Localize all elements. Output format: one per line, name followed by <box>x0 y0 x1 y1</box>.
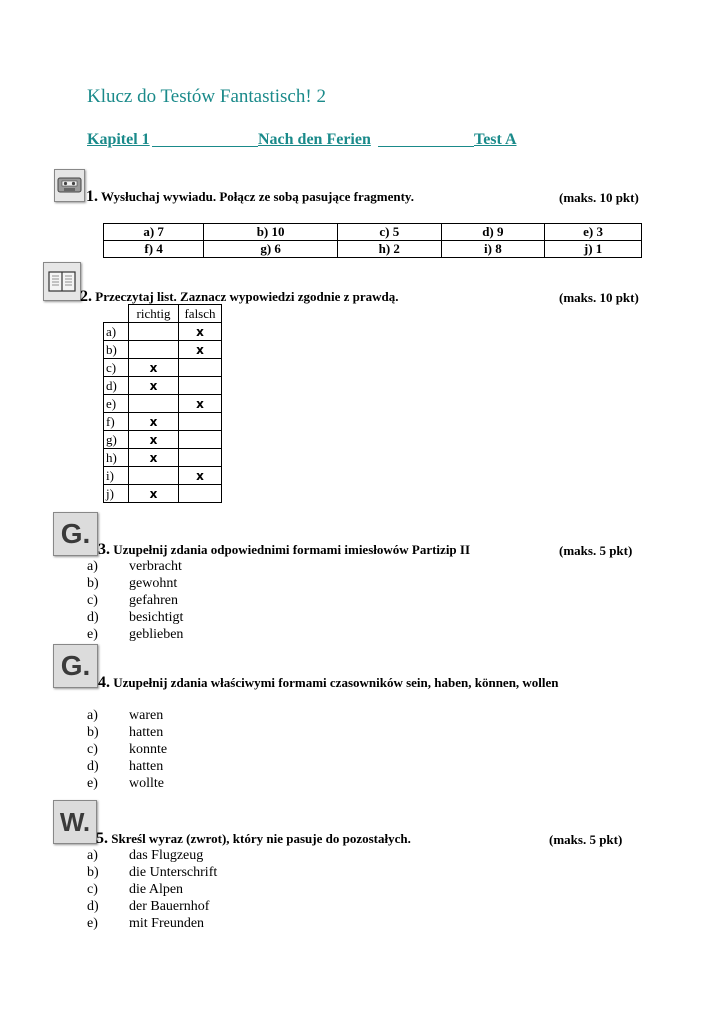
table-cell: h) 2 <box>337 241 441 258</box>
item-label: a) <box>87 708 98 723</box>
task4-number: 4. <box>98 674 110 691</box>
richtig-mark: x <box>129 431 179 449</box>
chapter-underline-gap-1 <box>152 146 258 147</box>
task4-heading <box>98 674 559 692</box>
task2-instruction: Przeczytaj list. Zaznacz wypowiedzi zgodnie z prawdą. <box>95 289 399 304</box>
cassette-icon <box>54 169 85 202</box>
task3-heading <box>98 541 470 559</box>
item-word: das Flugzeug <box>129 848 204 863</box>
item-label: b) <box>87 725 99 740</box>
falsch-mark <box>179 377 222 395</box>
row-label: c) <box>104 359 129 377</box>
item-word: die Unterschrift <box>129 865 218 880</box>
item-label: d) <box>87 759 99 774</box>
item-word: waren <box>129 708 164 723</box>
item-label: d) <box>87 610 99 625</box>
row-label: h) <box>104 449 129 467</box>
task2-answer-table <box>103 304 222 503</box>
falsch-mark <box>179 449 222 467</box>
table-cell: d) 9 <box>441 224 545 241</box>
richtig-mark: x <box>129 377 179 395</box>
item-label: b) <box>87 865 99 880</box>
item-word: konnte <box>129 742 168 757</box>
chapter-underline-gap-2 <box>378 146 474 147</box>
richtig-mark: x <box>129 449 179 467</box>
grammar-g-icon: G. <box>53 512 98 556</box>
table-cell: c) 5 <box>337 224 441 241</box>
item-word: der Bauernhof <box>129 899 210 914</box>
table-cell: f) 4 <box>104 241 204 258</box>
item-word: verbracht <box>129 559 182 574</box>
item-word: hatten <box>129 725 164 740</box>
table-row <box>104 341 222 359</box>
vocabulary-w-icon: W. <box>53 800 97 844</box>
falsch-mark: x <box>179 323 222 341</box>
item-word: gefahren <box>129 593 178 608</box>
task5-maks: (maks. 5 pkt) <box>549 832 623 847</box>
row-label: a) <box>104 323 129 341</box>
table-cell: i) 8 <box>441 241 545 258</box>
item-label: b) <box>87 576 99 591</box>
falsch-mark: x <box>179 395 222 413</box>
table-row <box>104 413 222 431</box>
table-row <box>104 431 222 449</box>
task4-instruction: Uzupełnij zdania właściwymi formami czasowników sein, haben, können, wollen <box>113 675 559 690</box>
item-label: d) <box>87 899 99 914</box>
task5-number: 5. <box>96 830 108 847</box>
row-label: d) <box>104 377 129 395</box>
table-cell: j) 1 <box>545 241 642 258</box>
task3-instruction: Uzupełnij zdania odpowiednimi formami imiesłowów Partizip II <box>113 542 471 557</box>
grammar-g-icon: G. <box>53 644 98 688</box>
item-label: c) <box>87 882 98 897</box>
item-label: e) <box>87 627 98 642</box>
table-cell: b) 10 <box>204 224 338 241</box>
falsch-mark <box>179 485 222 503</box>
table-row <box>104 485 222 503</box>
table-row <box>104 449 222 467</box>
row-label: i) <box>104 467 129 485</box>
row-label: e) <box>104 395 129 413</box>
row-label: j) <box>104 485 129 503</box>
task5-instruction: Skreśl wyraz (zwrot), który nie pasuje do pozostałych. <box>111 831 411 846</box>
item-label: a) <box>87 848 98 863</box>
table-cell: a) 7 <box>104 224 204 241</box>
item-label: a) <box>87 559 98 574</box>
richtig-mark: x <box>129 359 179 377</box>
task1-answer-table <box>103 223 642 258</box>
task2-maks: (maks. 10 pkt) <box>559 290 639 305</box>
table-header-row <box>104 305 222 323</box>
richtig-mark <box>129 395 179 413</box>
item-word: gewohnt <box>129 576 178 591</box>
task5-heading <box>96 830 411 848</box>
item-word: geblieben <box>129 627 184 642</box>
table-row <box>104 359 222 377</box>
item-label: e) <box>87 916 98 931</box>
richtig-mark <box>129 323 179 341</box>
richtig-mark <box>129 467 179 485</box>
task1-number: 1. <box>86 188 98 205</box>
falsch-mark <box>179 431 222 449</box>
item-label: c) <box>87 742 98 757</box>
richtig-mark: x <box>129 485 179 503</box>
table-row <box>104 395 222 413</box>
falsch-mark: x <box>179 467 222 485</box>
chapter-kapitel: Kapitel 1 <box>87 131 150 148</box>
table-cell: e) 3 <box>545 224 642 241</box>
richtig-mark: x <box>129 413 179 431</box>
chapter-topic: Nach den Ferien <box>258 131 371 148</box>
header-richtig: richtig <box>129 305 179 323</box>
item-word: wollte <box>129 776 164 791</box>
task2-number: 2. <box>80 288 92 305</box>
chapter-test: Test A <box>474 131 517 148</box>
table-cell: g) 6 <box>204 241 338 258</box>
item-word: hatten <box>129 759 164 774</box>
table-row <box>104 377 222 395</box>
task1-maks: (maks. 10 pkt) <box>559 190 639 205</box>
task3-maks: (maks. 5 pkt) <box>559 543 633 558</box>
falsch-mark <box>179 359 222 377</box>
table-row <box>104 241 642 258</box>
item-label: c) <box>87 593 98 608</box>
item-word: besichtigt <box>129 610 184 625</box>
table-row <box>104 224 642 241</box>
book-icon <box>43 262 81 301</box>
task3-number: 3. <box>98 541 110 558</box>
row-label: f) <box>104 413 129 431</box>
table-row <box>104 323 222 341</box>
item-label: e) <box>87 776 98 791</box>
table-row <box>104 467 222 485</box>
row-label: b) <box>104 341 129 359</box>
row-label: g) <box>104 431 129 449</box>
falsch-mark <box>179 413 222 431</box>
richtig-mark <box>129 341 179 359</box>
table-corner <box>104 305 129 323</box>
task1-instruction: Wysłuchaj wywiadu. Połącz ze sobą pasujące fragmenty. <box>101 189 414 204</box>
page-title: Klucz do Testów Fantastisch! 2 <box>87 86 326 107</box>
falsch-mark: x <box>179 341 222 359</box>
header-falsch: falsch <box>179 305 222 323</box>
item-word: die Alpen <box>129 882 184 897</box>
task1-heading <box>86 188 414 206</box>
item-word: mit Freunden <box>129 916 205 931</box>
